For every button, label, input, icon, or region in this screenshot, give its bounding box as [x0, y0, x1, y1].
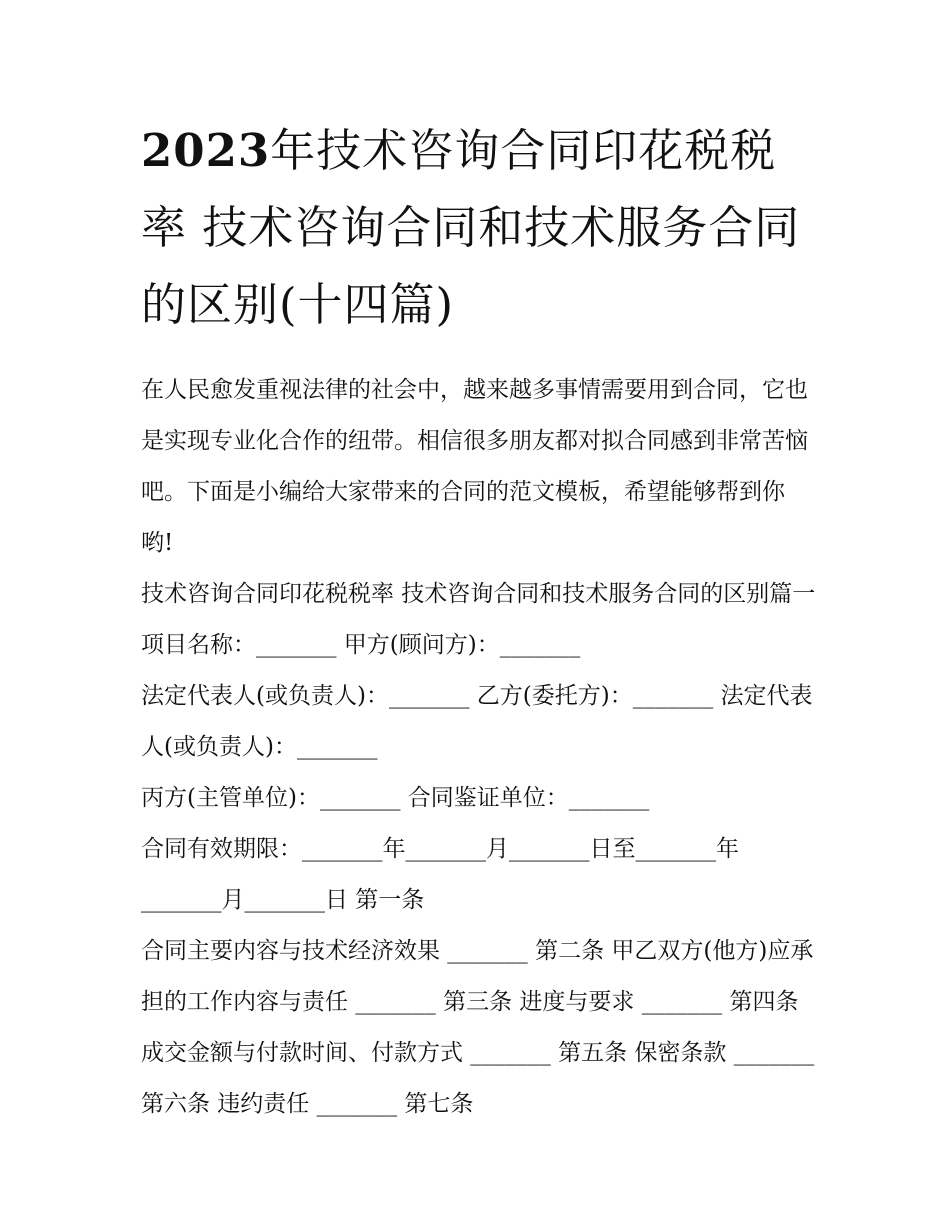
- intro-paragraph: 在人民愈发重视法律的社会中，越来越多事情需要用到合同，它也是实现专业化合作的纽带。相信很多朋友都对拟合同感到非常苦恼吧。下面是小编给大家带来的合同的范文模板，希望能够帮到你哟!: [141, 377, 808, 556]
- paragraph-1: 技术咨询合同印花税税率 技术咨询合同和技术服务合同的区别篇一 项目名称：_______ 甲方(顾问方)：_______: [141, 581, 816, 658]
- document-page: [141, 112, 816, 1130]
- title-year: 2023: [141, 124, 271, 177]
- paragraph-5: 合同主要内容与技术经济效果 _______ 第二条 甲乙双方(他方)应承担的工作内容与责任 _______ 第三条 进度与要求 _______ 第四条 成交金额与付款时间、付款方式 _______ 第五条 保密条款 _______ 第六条 违约责任 _______ 第七条: [141, 938, 815, 1117]
- paragraph-4: 合同有效期限：_______年_______月_______日至_______年_______月_______日 第一条: [141, 836, 739, 913]
- document-body: [141, 365, 816, 1130]
- paragraph-3: 丙方(主管单位)：_______ 合同鉴证单位：_______: [141, 785, 650, 811]
- title-text: 年技术咨询合同印花税税率 技术咨询合同和技术服务合同的区别(十四篇): [141, 124, 801, 331]
- document-title: [141, 112, 816, 343]
- paragraph-2: 法定代表人(或负责人)：_______ 乙方(委托方)：_______ 法定代表人(或负责人)：_______: [141, 683, 813, 760]
